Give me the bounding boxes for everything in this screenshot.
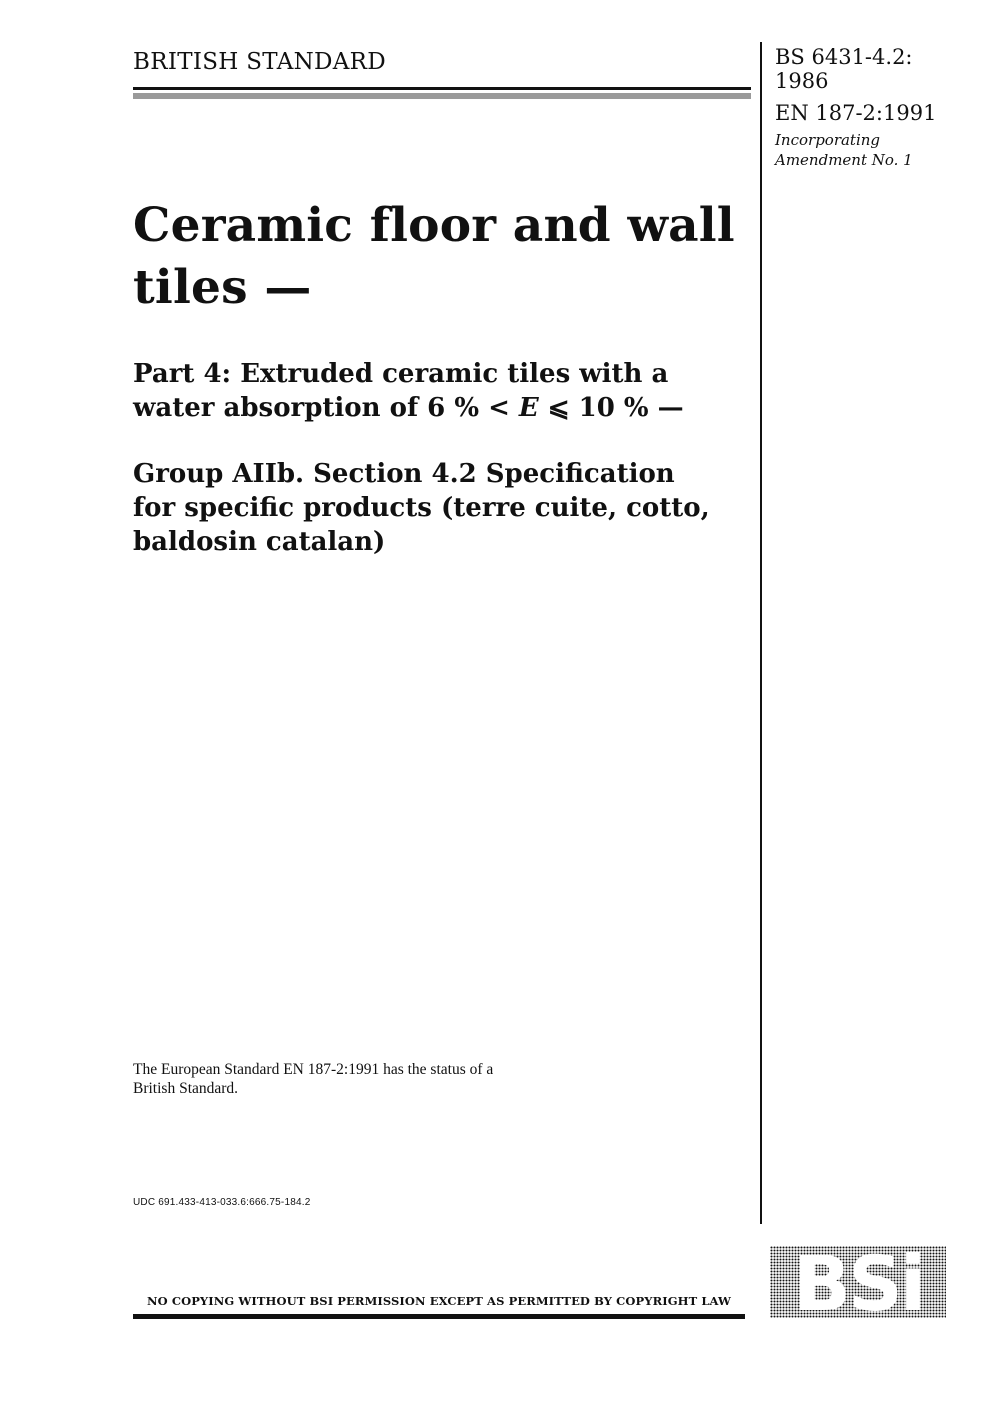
amendment-line1: Incorporating	[775, 131, 881, 149]
standard-number-line2: 1986	[775, 69, 829, 93]
part-title-line1: Part 4: Extruded ceramic tiles with a	[133, 359, 669, 389]
standard-number-line1: BS 6431-4.2:	[775, 45, 913, 69]
status-note-line2: British Standard.	[133, 1080, 239, 1097]
main-title	[133, 195, 748, 319]
footer-rule	[133, 1314, 745, 1319]
water-absorption-variable: E	[518, 393, 539, 423]
standard-number	[775, 45, 975, 93]
status-note	[133, 1060, 603, 1098]
amendment-line2: Amendment No. 1	[775, 151, 913, 169]
standard-identifier-block	[775, 45, 975, 170]
status-note-line1: The European Standard EN 187-2:1991 has the status of a	[133, 1061, 494, 1078]
udc-code: UDC 691.433-413-033.6:666.75-184.2	[133, 1197, 311, 1208]
series-label: BRITISH STANDARD	[133, 49, 387, 75]
group-section-title	[133, 457, 753, 559]
amendment-note	[775, 130, 975, 170]
main-title-line2: tiles —	[133, 260, 312, 315]
en-number: EN 187-2:1991	[775, 101, 937, 125]
group-title-line1: Group AIIb. Section 4.2 Specification	[133, 459, 675, 489]
part-title	[133, 357, 753, 425]
part-title-line2-prefix: water absorption of 6 % <	[133, 393, 519, 423]
header-rule-shaded	[133, 93, 751, 99]
group-title-line3: baldosin catalan)	[133, 527, 386, 557]
part-title-line2-suffix: ⩽ 10 % —	[538, 393, 684, 423]
header-rule	[133, 87, 751, 90]
column-divider	[760, 42, 762, 1224]
bsi-logo-text: BSi	[793, 1246, 923, 1318]
main-title-line1: Ceramic floor and wall	[133, 198, 735, 253]
bsi-logo	[770, 1246, 946, 1318]
copyright-notice: NO COPYING WITHOUT BSI PERMISSION EXCEPT AS PERMITTED BY COPYRIGHT LAW	[146, 1294, 732, 1308]
group-title-line2: for specific products (terre cuite, cotto,	[133, 493, 710, 523]
